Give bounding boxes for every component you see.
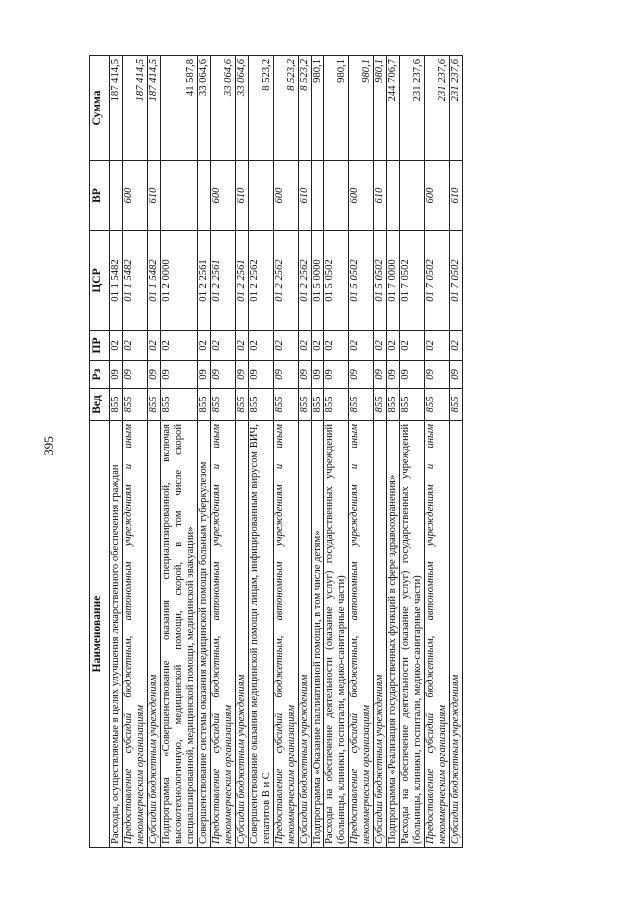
row-ved-cell: 855 [425,389,450,421]
row-name-cell: Субсидии бюджетным учреждениям [147,421,160,848]
row-pr-cell: 02 [147,331,160,361]
row-sum-cell: 231 237,6 [425,56,450,161]
row-vr-cell: 600 [122,161,147,231]
row-ved-cell: 855 [298,389,311,421]
table-row [324,56,349,848]
row-vr-cell: 610 [298,161,311,231]
row-sum-cell: 231 237,6 [450,56,463,161]
row-pr-cell: 02 [387,331,400,361]
row-ved-cell: 855 [450,389,463,421]
table-row [160,56,197,848]
row-csr-cell: 01 5 0502 [349,231,374,331]
header-sum: Сумма [90,56,110,161]
row-vr-cell [387,161,400,231]
row-csr-cell: 01 2 2561 [235,231,248,331]
table-row [147,56,160,848]
row-sum-cell: 231 237,6 [400,56,425,161]
row-pr-cell: 02 [298,331,311,361]
row-rz-cell: 09 [210,361,235,389]
table-header-row [90,56,110,848]
row-vr-cell: 610 [235,161,248,231]
row-name-cell: Подпрограмма «Совершенствование оказания специализированной, включая высокотехнологичную, медицинской помощи, скорой, в том числе скорой специализированной, медицинской помощи, медицинской эвакуации» [160,421,197,848]
table-row [110,56,123,848]
row-csr-cell: 01 2 2562 [248,231,273,331]
row-ved-cell: 855 [349,389,374,421]
row-pr-cell: 02 [273,331,298,361]
row-pr-cell: 02 [450,331,463,361]
row-rz-cell: 09 [197,361,210,389]
row-rz-cell: 09 [349,361,374,389]
row-vr-cell: 600 [273,161,298,231]
row-sum-cell: 33 064,6 [197,56,210,161]
row-name-cell: Субсидии бюджетным учреждениям [298,421,311,848]
row-ved-cell: 855 [122,389,147,421]
page-number: 395 [41,436,56,456]
row-sum-cell: 33 064,6 [235,56,248,161]
table-row [425,56,450,848]
row-pr-cell: 02 [248,331,273,361]
table-row [197,56,210,848]
budget-table [89,55,463,848]
row-pr-cell: 02 [122,331,147,361]
row-vr-cell [400,161,425,231]
row-sum-cell: 8 523,2 [273,56,298,161]
row-csr-cell: 01 7 0000 [387,231,400,331]
row-vr-cell [324,161,349,231]
row-pr-cell: 02 [210,331,235,361]
row-ved-cell: 855 [147,389,160,421]
row-rz-cell: 09 [324,361,349,389]
table-row [273,56,298,848]
row-ved-cell: 855 [160,389,197,421]
row-sum-cell: 980,1 [324,56,349,161]
row-csr-cell: 01 7 0502 [400,231,425,331]
header-pr: ПР [90,331,110,361]
row-rz-cell: 09 [248,361,273,389]
row-pr-cell: 02 [197,331,210,361]
row-name-cell: Совершенствование оказания медицинской помощи лицам, инфицированным вирусом ВИЧ, гепатитов B и C [248,421,273,848]
row-vr-cell: 600 [349,161,374,231]
table-row [450,56,463,848]
table-row [387,56,400,848]
row-name-cell: Расходы на обеспечение деятельности (оказание услуг) государственных учреждений (больницы, клиники, госпитали, медико-санитарные части) [324,421,349,848]
row-sum-cell: 8 523,2 [248,56,273,161]
row-name-cell: Предоставление субсидий бюджетным, автономным учреждениям и иным некоммерческим организациям [425,421,450,848]
header-vr: ВР [90,161,110,231]
row-rz-cell: 09 [374,361,387,389]
row-name-cell: Расходы, осуществляемые в целях улучшения лекарственного обеспечения граждан [110,421,123,848]
row-pr-cell: 02 [400,331,425,361]
row-csr-cell: 01 2 2561 [210,231,235,331]
row-vr-cell: 610 [147,161,160,231]
row-csr-cell: 01 5 0000 [311,231,324,331]
row-csr-cell: 01 5 0502 [324,231,349,331]
row-vr-cell: 610 [374,161,387,231]
table-row [210,56,235,848]
row-name-cell: Предоставление субсидий бюджетным, автономным учреждениям и иным некоммерческим организациям [122,421,147,848]
row-rz-cell: 09 [400,361,425,389]
row-sum-cell: 41 587,8 [160,56,197,161]
row-vr-cell [110,161,123,231]
row-csr-cell: 01 1 5482 [110,231,123,331]
budget-table-rotated [89,56,621,848]
row-name-cell: Предоставление субсидий бюджетным, автономным учреждениям и иным некоммерческим организациям [273,421,298,848]
row-ved-cell: 855 [248,389,273,421]
row-csr-cell: 01 2 2562 [273,231,298,331]
row-ved-cell: 855 [374,389,387,421]
row-pr-cell: 02 [425,331,450,361]
row-vr-cell [248,161,273,231]
row-pr-cell: 02 [349,331,374,361]
row-ved-cell: 855 [235,389,248,421]
row-sum-cell: 187 414,5 [147,56,160,161]
row-ved-cell: 855 [387,389,400,421]
row-rz-cell: 09 [160,361,197,389]
row-name-cell: Совершенствование системы оказания медицинской помощи больным туберкулезом [197,421,210,848]
header-csr: ЦСР [90,231,110,331]
row-csr-cell: 01 5 0502 [374,231,387,331]
table-row [122,56,147,848]
row-vr-cell: 600 [210,161,235,231]
row-rz-cell: 09 [147,361,160,389]
row-pr-cell: 02 [324,331,349,361]
row-csr-cell: 01 2 0000 [160,231,197,331]
row-csr-cell: 01 7 0502 [425,231,450,331]
row-csr-cell: 01 7 0502 [450,231,463,331]
row-pr-cell: 02 [374,331,387,361]
row-sum-cell: 244 706,7 [387,56,400,161]
table-row [374,56,387,848]
table-row [298,56,311,848]
row-sum-cell: 980,1 [349,56,374,161]
table-row [400,56,425,848]
row-csr-cell: 01 1 5482 [122,231,147,331]
row-name-cell: Субсидии бюджетным учреждениям [374,421,387,848]
row-rz-cell: 09 [235,361,248,389]
row-rz-cell: 09 [273,361,298,389]
row-ved-cell: 855 [110,389,123,421]
header-ved: Вед [90,389,110,421]
row-sum-cell: 187 414,5 [110,56,123,161]
table-row [349,56,374,848]
row-ved-cell: 855 [273,389,298,421]
row-pr-cell: 02 [160,331,197,361]
row-sum-cell: 33 064,6 [210,56,235,161]
row-rz-cell: 09 [387,361,400,389]
row-ved-cell: 855 [400,389,425,421]
row-name-cell: Субсидии бюджетным учреждениям [235,421,248,848]
row-pr-cell: 02 [235,331,248,361]
row-rz-cell: 09 [425,361,450,389]
row-vr-cell [197,161,210,231]
row-rz-cell: 09 [110,361,123,389]
row-rz-cell: 09 [450,361,463,389]
row-sum-cell: 8 523,2 [298,56,311,161]
table-row [235,56,248,848]
row-sum-cell: 980,1 [374,56,387,161]
row-name-cell: Подпрограмма «Реализация государственных функций в сфере здравоохранения» [387,421,400,848]
row-pr-cell: 02 [311,331,324,361]
row-vr-cell [311,161,324,231]
table-row [248,56,273,848]
table-body [110,56,463,848]
table-row [311,56,324,848]
row-name-cell: Расходы на обеспечение деятельности (оказание услуг) государственных учреждений (больницы, клиники, госпитали, медико-санитарные части) [400,421,425,848]
row-vr-cell [160,161,197,231]
row-csr-cell: 01 1 5482 [147,231,160,331]
row-rz-cell: 09 [122,361,147,389]
row-sum-cell: 980,1 [311,56,324,161]
header-name: Наименование [90,421,110,848]
row-name-cell: Подпрограмма «Оказание паллиативной помощи, в том числе детям» [311,421,324,848]
row-rz-cell: 09 [298,361,311,389]
row-name-cell: Субсидии бюджетным учреждениям [450,421,463,848]
row-ved-cell: 855 [197,389,210,421]
row-rz-cell: 09 [311,361,324,389]
row-vr-cell: 600 [425,161,450,231]
row-name-cell: Предоставление субсидий бюджетным, автономным учреждениям и иным некоммерческим организациям [349,421,374,848]
row-csr-cell: 01 2 2561 [197,231,210,331]
row-ved-cell: 855 [324,389,349,421]
row-sum-cell: 187 414,5 [122,56,147,161]
row-pr-cell: 02 [110,331,123,361]
header-rz: Рз [90,361,110,389]
row-ved-cell: 855 [311,389,324,421]
row-csr-cell: 01 2 2562 [298,231,311,331]
row-ved-cell: 855 [210,389,235,421]
row-vr-cell: 610 [450,161,463,231]
row-name-cell: Предоставление субсидий бюджетным, автономным учреждениям и иным некоммерческим организациям [210,421,235,848]
